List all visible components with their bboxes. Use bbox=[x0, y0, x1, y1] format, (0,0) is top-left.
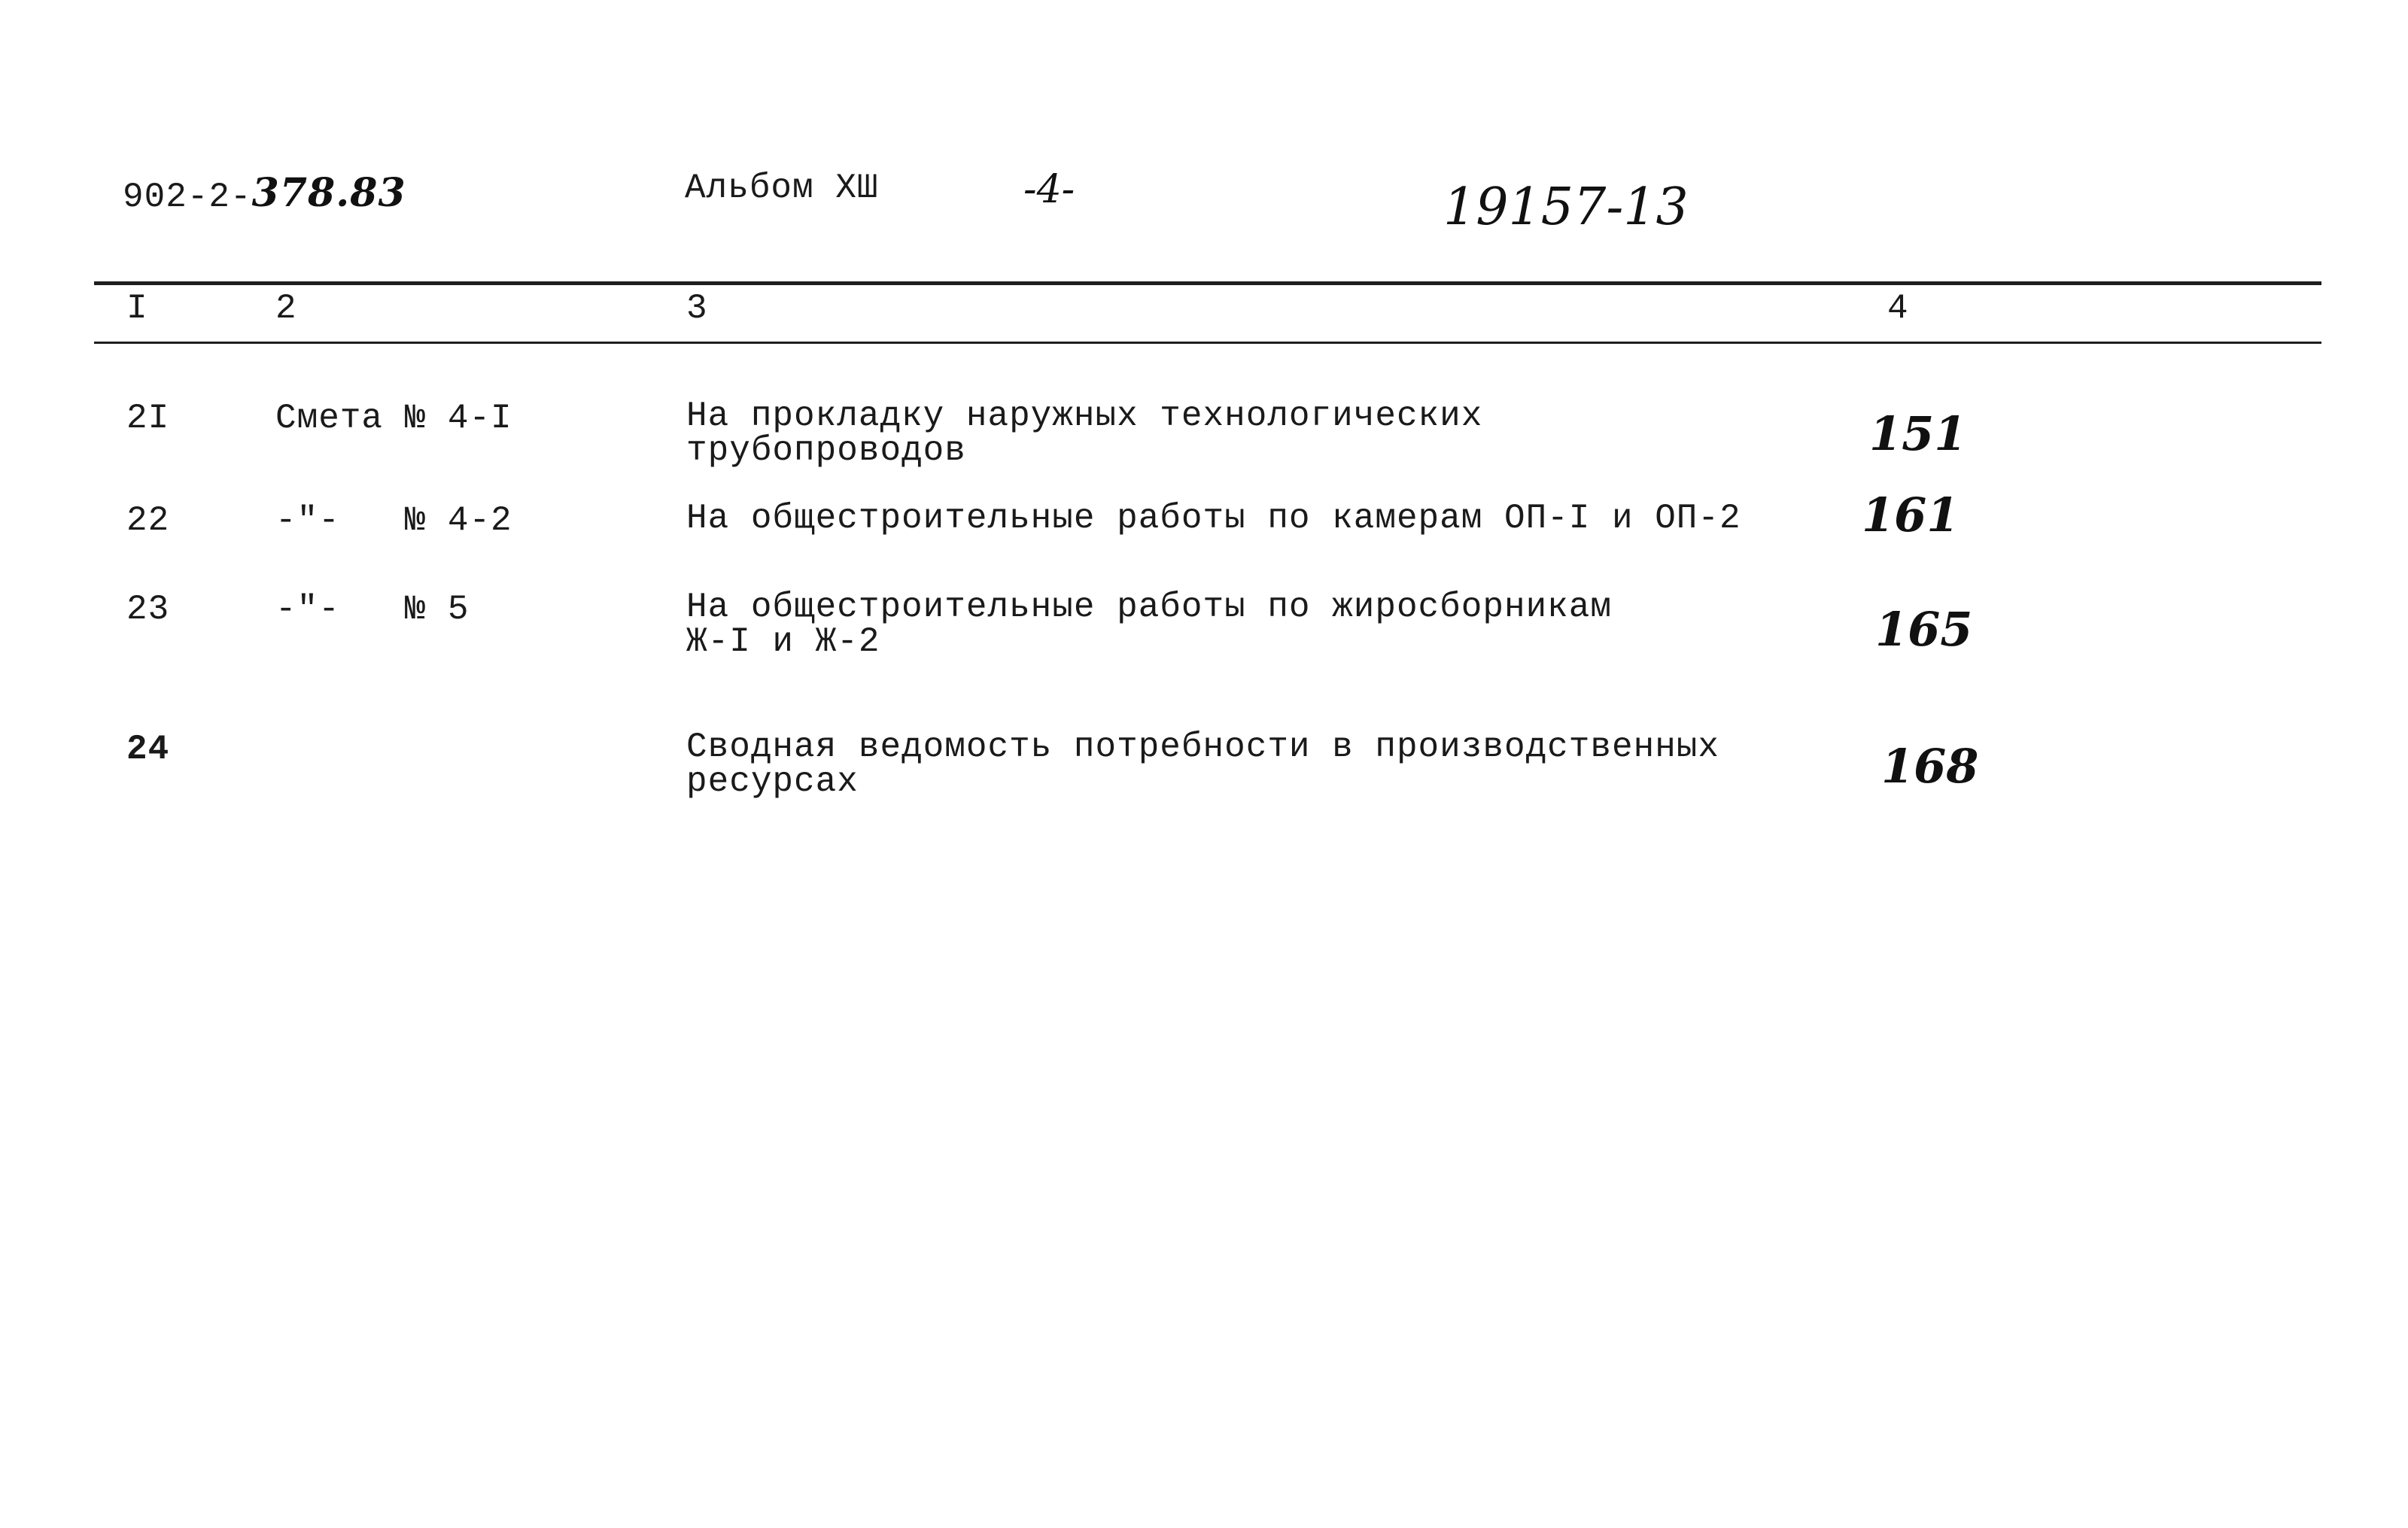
row-number: 2I bbox=[126, 399, 170, 438]
document-code-prefix: 902-2- bbox=[123, 178, 252, 217]
row-description-line: Сводная ведомость потребности в производственных bbox=[686, 728, 1720, 767]
archive-number: 19157-13 bbox=[1443, 178, 1689, 237]
column-header-1: I bbox=[126, 289, 148, 328]
row-description-line: На общестроительные работы по камерам ОП-I и ОП-2 bbox=[686, 499, 1741, 538]
document-code-handwritten: 378.83 bbox=[251, 170, 406, 216]
table-top-rule bbox=[94, 281, 2321, 285]
column-header-2: 2 bbox=[275, 289, 297, 328]
row-description bbox=[686, 501, 1741, 536]
row-reference: -"- № 5 bbox=[275, 590, 470, 629]
row-reference: -"- № 4-2 bbox=[275, 501, 512, 540]
row-number: 24 bbox=[126, 730, 170, 769]
row-description bbox=[686, 396, 1483, 470]
row-reference: Смета № 4-I bbox=[275, 399, 512, 438]
album-label: Альбом ХШ bbox=[685, 169, 879, 208]
row-number: 23 bbox=[126, 590, 170, 629]
row-description-line: Ж-I и Ж-2 bbox=[686, 622, 880, 661]
row-description-line: На общестроительные работы по жиросборникам bbox=[686, 588, 1612, 627]
column-header-3: 3 bbox=[686, 289, 708, 328]
row-description bbox=[686, 730, 1719, 799]
row-page: 165 bbox=[1875, 602, 1973, 657]
row-page: 151 bbox=[1869, 406, 1967, 461]
page-number: -4- bbox=[1023, 167, 1075, 212]
row-page: 168 bbox=[1881, 739, 1979, 794]
row-description-line: На прокладку наружных технологических bbox=[686, 396, 1483, 436]
row-description bbox=[686, 590, 1612, 659]
table-header-rule bbox=[94, 342, 2321, 344]
column-header-4: 4 bbox=[1887, 289, 1909, 328]
document-code bbox=[123, 170, 406, 217]
row-number: 22 bbox=[126, 501, 170, 540]
row-description-line: трубопроводов bbox=[686, 431, 966, 470]
row-page: 161 bbox=[1862, 488, 1960, 542]
row-description-line: ресурсах bbox=[686, 762, 859, 801]
